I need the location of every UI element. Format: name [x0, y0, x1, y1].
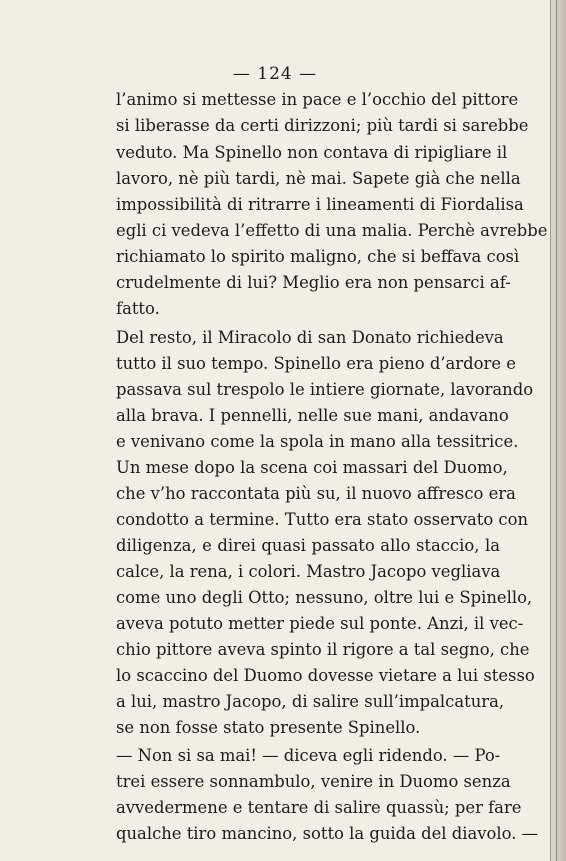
- text-line: crudelmente di lui? Meglio era non pensarci af-: [116, 273, 511, 292]
- page-edge-line: [556, 0, 557, 861]
- text-line: avvedermene e tentare di salire quassù; per fare: [116, 798, 522, 817]
- text-line: e venivano come la spola in mano alla tessitrice.: [116, 432, 519, 451]
- text-line: impossibilità di ritrarre i lineamenti di Fiordalisa: [116, 195, 524, 214]
- text-line: trei essere sonnambulo, venire in Duomo senza: [116, 772, 511, 791]
- page-number: — 124 —: [232, 64, 318, 84]
- text-line: richiamato lo spirito maligno, che si beffava così: [116, 247, 520, 266]
- text-line: qualche tiro mancino, sotto la guida del diavolo. —: [116, 824, 539, 843]
- text-line: l’animo si mettesse in pace e l’occhio del pittore: [116, 90, 519, 109]
- text-line: condotto a termine. Tutto era stato osservato con: [116, 510, 528, 529]
- text-line: veduto. Ma Spinello non contava di ripigliare il: [116, 143, 508, 162]
- text-line: se non fosse stato presente Spinello.: [116, 718, 421, 737]
- text-line: fatto.: [116, 299, 160, 318]
- text-line: Un mese dopo la scena coi massari del Duomo,: [116, 458, 508, 477]
- page-edge: [550, 0, 566, 861]
- text-line: diligenza, e direi quasi passato allo staccio, la: [116, 536, 500, 555]
- text-line: calce, la rena, i colori. Mastro Jacopo vegliava: [116, 562, 501, 581]
- text-line: Del resto, il Miracolo di san Donato richiedeva: [116, 328, 504, 347]
- text-line: alla brava. I pennelli, nelle sue mani, andavano: [116, 406, 509, 425]
- text-line: si liberasse da certi dirizzoni; più tardi si sarebbe: [116, 116, 529, 135]
- text-line: passava sul trespolo le intiere giornate, lavorando: [116, 380, 534, 399]
- text-line: chio pittore aveva spinto il rigore a tal segno, che: [116, 640, 530, 659]
- text-line: lavoro, nè più tardi, nè mai. Sapete già che nella: [116, 169, 521, 188]
- text-line: come uno degli Otto; nessuno, oltre lui e Spinello,: [116, 588, 533, 607]
- text-line: lo scaccino del Duomo dovesse vietare a lui stesso: [116, 666, 535, 685]
- text-line: egli ci vedeva l’effetto di una malia. Perchè avrebbe: [116, 221, 548, 240]
- text-line: tutto il suo tempo. Spinello era pieno d’ardore e: [116, 354, 516, 373]
- text-line: aveva potuto metter piede sul ponte. Anzi, il vec-: [116, 614, 524, 633]
- text-line: — Non si sa mai! — diceva egli ridendo. — Po-: [116, 746, 501, 765]
- text-line: a lui, mastro Jacopo, di salire sull’impalcatura,: [116, 692, 505, 711]
- text-line: che v’ho raccontata più su, il nuovo affresco era: [116, 484, 516, 503]
